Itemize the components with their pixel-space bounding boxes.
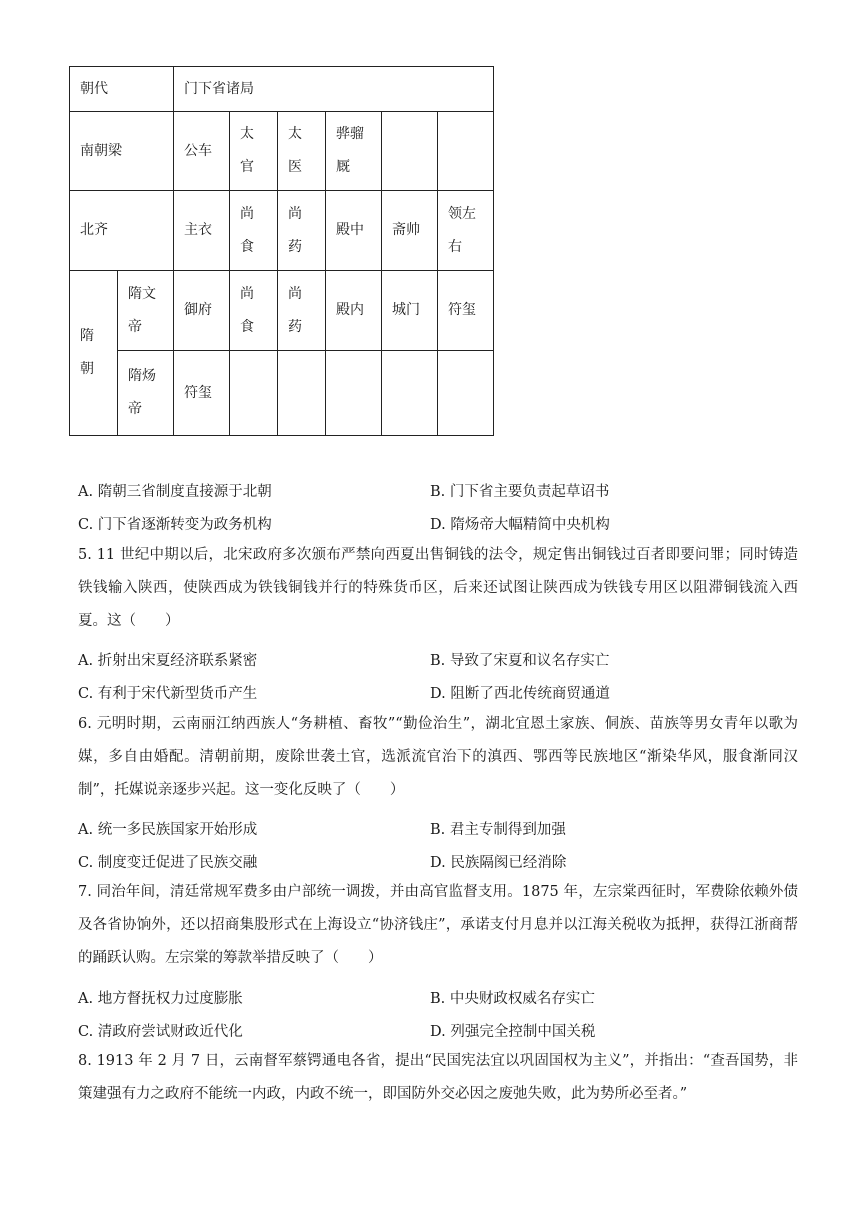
q5-options-row-1 bbox=[78, 649, 798, 671]
q7-option-d[interactable]: D. 列强完全控制中国关税 bbox=[430, 1024, 596, 1040]
sub-row-label: 隋文帝 bbox=[118, 271, 174, 351]
table-cell: 斋帅 bbox=[382, 191, 438, 271]
q6-option-d[interactable]: D. 民族隔阂已经消除 bbox=[430, 855, 567, 871]
q5-options-row-2 bbox=[78, 682, 798, 704]
q4-options-row-1 bbox=[78, 480, 798, 502]
q5-option-c[interactable]: C. 有利于宋代新型货币产生 bbox=[78, 686, 258, 702]
table-row bbox=[70, 191, 494, 271]
table-cell bbox=[326, 351, 382, 436]
table-cell: 尚药 bbox=[278, 191, 326, 271]
q5-stem: 5. 11 世纪中期以后，北宋政府多次颁布严禁向西夏出售铜钱的法令，规定售出铜钱过百者即要问罪；同时铸造铁钱输入陕西，使陕西成为铁钱铜钱并行的特殊货币区，后来还试图让陕西成为铁钱专用区以阻滞铜钱流入西夏。这（ ） bbox=[78, 547, 798, 629]
q7-option-c[interactable]: C. 清政府尝试财政近代化 bbox=[78, 1024, 243, 1040]
table-cell: 符玺 bbox=[438, 271, 494, 351]
row-label: 隋朝 bbox=[70, 271, 118, 436]
table-row bbox=[70, 271, 494, 351]
table-cell bbox=[382, 351, 438, 436]
q4-options-row-2 bbox=[78, 513, 798, 535]
table-cell bbox=[382, 112, 438, 191]
q6-option-c[interactable]: C. 制度变迁促进了民族交融 bbox=[78, 855, 258, 871]
sub-row-label: 隋炀帝 bbox=[118, 351, 174, 436]
table-row bbox=[70, 351, 494, 436]
q5-option-d[interactable]: D. 阻断了西北传统商贸通道 bbox=[430, 686, 610, 702]
q4-option-a[interactable]: A. 隋朝三省制度直接源于北朝 bbox=[78, 484, 272, 500]
departments-table bbox=[69, 66, 494, 436]
table-cell: 城门 bbox=[382, 271, 438, 351]
q4-option-b[interactable]: B. 门下省主要负责起草诏书 bbox=[430, 484, 610, 500]
row-label: 北齐 bbox=[70, 191, 174, 271]
table-cell: 领左右 bbox=[438, 191, 494, 271]
q6-option-b[interactable]: B. 君主专制得到加强 bbox=[430, 822, 566, 838]
q8-stem: 8. 1913 年 2 月 7 日，云南督军蔡锷通电各省，提出“民国宪法宜以巩固国权为主义”，并指出：“查吾国势，非策建强有力之政府不能统一内政，内政不统一，即国防外交必因之废弛失败，此为势所必至者。” bbox=[78, 1053, 798, 1102]
table-cell: 符玺 bbox=[174, 351, 230, 436]
q6-options-row-1 bbox=[78, 818, 798, 840]
header-departments: 门下省诸局 bbox=[174, 67, 494, 112]
table-cell bbox=[230, 351, 278, 436]
q4-option-c[interactable]: C. 门下省逐渐转变为政务机构 bbox=[78, 517, 272, 533]
table-cell bbox=[438, 112, 494, 191]
q6-option-a[interactable]: A. 统一多民族国家开始形成 bbox=[78, 822, 258, 838]
q7-option-b[interactable]: B. 中央财政权威名存实亡 bbox=[430, 991, 595, 1007]
table-cell: 尚食 bbox=[230, 271, 278, 351]
table-cell: 骅骝厩 bbox=[326, 112, 382, 191]
table-cell: 太医 bbox=[278, 112, 326, 191]
table-header-row bbox=[70, 67, 494, 112]
table-row bbox=[70, 112, 494, 191]
table-cell bbox=[438, 351, 494, 436]
table-cell: 殿内 bbox=[326, 271, 382, 351]
table-cell: 太官 bbox=[230, 112, 278, 191]
table-cell: 御府 bbox=[174, 271, 230, 351]
row-label: 南朝梁 bbox=[70, 112, 174, 191]
q7-options-row-1 bbox=[78, 987, 798, 1009]
table-cell: 尚药 bbox=[278, 271, 326, 351]
header-dynasty: 朝代 bbox=[70, 67, 174, 112]
q5-option-a[interactable]: A. 折射出宋夏经济联系紧密 bbox=[78, 653, 258, 669]
q5-option-b[interactable]: B. 导致了宋夏和议名存实亡 bbox=[430, 653, 610, 669]
q6-options-row-2 bbox=[78, 851, 798, 873]
table-cell: 尚食 bbox=[230, 191, 278, 271]
table-cell: 殿中 bbox=[326, 191, 382, 271]
q6-stem: 6. 元明时期，云南丽江纳西族人“务耕植、畜牧”“勤俭治生”，湖北宜恩土家族、侗族、苗族等男女青年以歌为媒，多自由婚配。清朝前期，废除世袭土官，选派流官治下的滇西、鄂西等民族地区“渐染华风，服食渐同汉制”，托媒说亲逐步兴起。这一变化反映了（ ） bbox=[78, 716, 798, 798]
table-cell: 主衣 bbox=[174, 191, 230, 271]
q7-options-row-2 bbox=[78, 1020, 798, 1042]
table-cell: 公车 bbox=[174, 112, 230, 191]
q7-option-a[interactable]: A. 地方督抚权力过度膨胀 bbox=[78, 991, 243, 1007]
q4-option-d[interactable]: D. 隋炀帝大幅精简中央机构 bbox=[430, 517, 610, 533]
table-cell bbox=[278, 351, 326, 436]
q7-stem: 7. 同治年间，清廷常规军费多由户部统一调拨，并由高官监督支用。1875 年，左宗棠西征时，军费除依赖外债及各省协饷外，还以招商集股形式在上海设立“协济钱庄”，承诺支付月息并以江海关税收为抵押，获得江浙商帮的踊跃认购。左宗棠的筹款举措反映了（ ） bbox=[78, 884, 798, 966]
